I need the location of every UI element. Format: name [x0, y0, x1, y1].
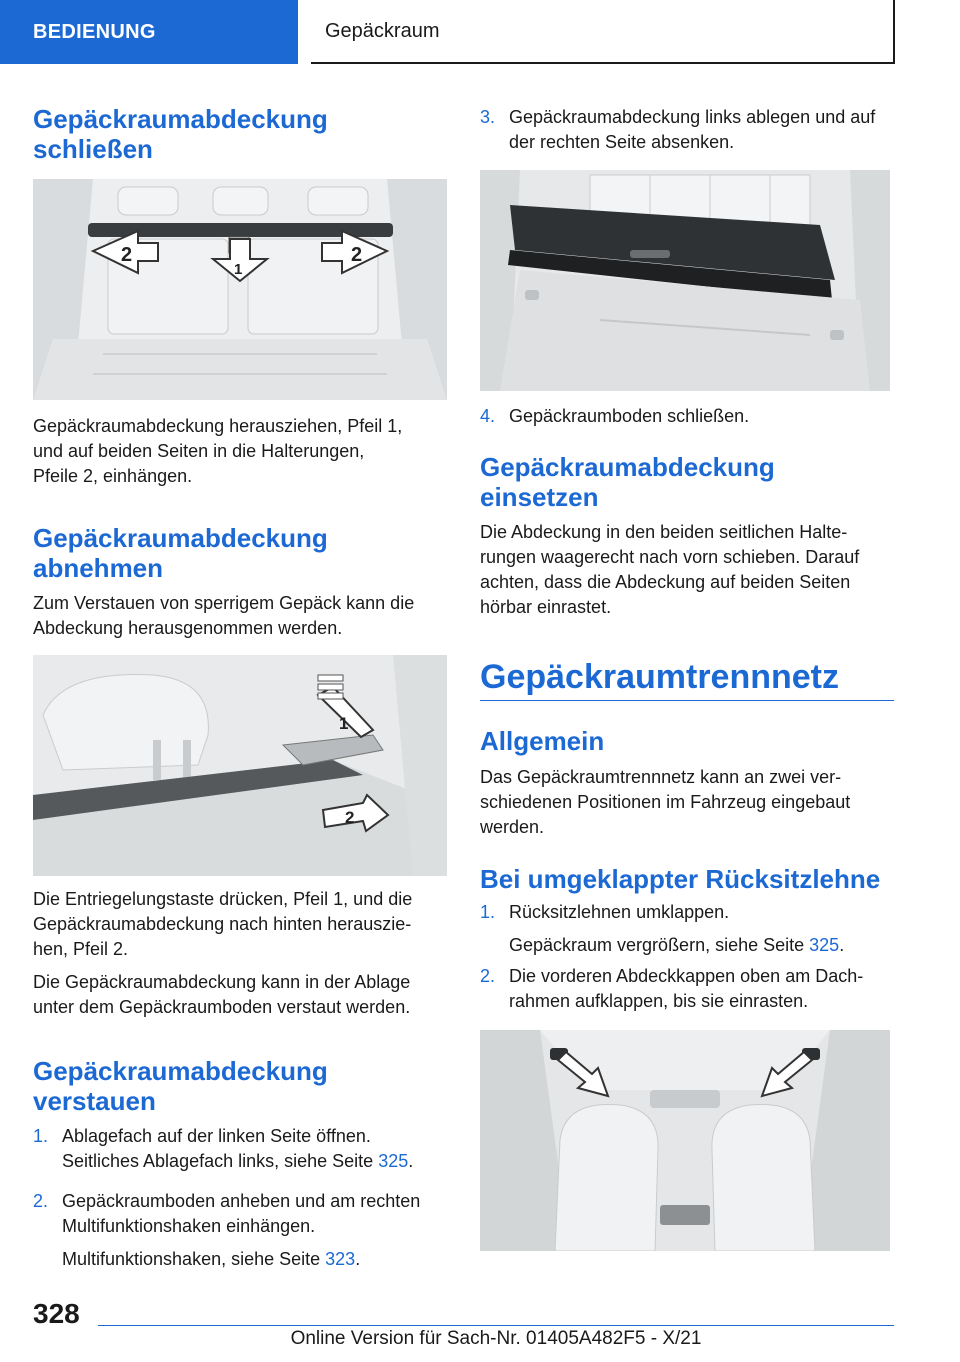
- step-stow-3: 3. Gepäckraumabdeckung links ablegen und auf der rechten Seite absenken.: [480, 107, 876, 152]
- page-number: 328: [33, 1298, 80, 1329]
- text-cover-remove-storage: Die Gepäckraumabdeckung kann in der Ablage unter dem Gepäckraumboden verstaut werden.: [33, 972, 411, 1017]
- section-title: Gepäckraum: [311, 0, 895, 64]
- text-general: Das Gepäckraumtrennnetz kann an zwei ver‐ schiedenen Positionen im Fahrzeug eingebaut werden.: [480, 767, 851, 837]
- figure-label-2-left: 2: [121, 244, 133, 266]
- heading-folded-seat: Bei umgeklappter Rücksitzlehne: [480, 864, 881, 894]
- figure-net-caps: [480, 1030, 890, 1251]
- heading-cover-insert: Gepäckraumabdeckung einsetzen: [480, 452, 775, 512]
- chapter-title-net: Gepäckraumtrennnetz: [480, 658, 839, 696]
- step-stow-1: 1. Ablagefach auf der linken Seite öffnen. Seitliches Ablagefach links, siehe Seite 325.: [33, 1126, 414, 1171]
- figure-label-2-right: 2: [351, 244, 363, 266]
- step-stow-4: 4. Gepäckraumboden schließen.: [480, 406, 750, 426]
- text-cover-insert: Die Abdeckung in den beiden seitlichen Halte‐ rungen waagerecht nach vorn schieben. Darauf achten, dass die Abdeckung auf beiden Seiten hörbar einrastet.: [480, 522, 860, 617]
- heading-cover-remove: Gepäckraumabdeckung abnehmen: [33, 523, 328, 583]
- heading-general: Allgemein: [480, 726, 605, 756]
- footer-version-text: Online Version für Sach-Nr. 01405A482F5 - X/21: [290, 1328, 702, 1349]
- page-link-325[interactable]: 325: [378, 1151, 409, 1171]
- page-link-323[interactable]: 323: [325, 1249, 356, 1269]
- text-cover-close: Gepäckraumabdeckung herausziehen, Pfeil 1, und auf beiden Seiten in die Halterungen, Pfeile 2, einhängen.: [33, 416, 403, 486]
- figure2-label-2: 2: [345, 808, 355, 827]
- figure-label-1: 1: [234, 261, 243, 278]
- figure-cover-stow: [480, 170, 890, 391]
- figure2-label-1: 1: [339, 714, 349, 733]
- page-link-325-b[interactable]: 325: [809, 935, 840, 955]
- figure-cover-remove: [33, 655, 447, 876]
- text-cover-remove-step: Die Entriegelungstaste drücken, Pfeil 1, und die Gepäckraumabdeckung nach hinten herauszie‐ hen, Pfeil 2.: [33, 889, 413, 959]
- step-stow-2: 2. Gepäckraumboden anheben und am rechten Multifunktionshaken einhängen. Multifunktionshaken, siehe Seite 323.: [33, 1191, 421, 1269]
- figure-cover-close: [33, 179, 447, 400]
- chapter-rule: [480, 700, 894, 701]
- heading-cover-stow: Gepäckraumabdeckung verstauen: [33, 1056, 328, 1116]
- step-net-1: 1. Rücksitzlehnen umklappen. Gepäckraum vergrößern, siehe Seite 325.: [480, 902, 845, 955]
- heading-cover-close: Gepäckraumabdeckung schließen: [33, 104, 328, 164]
- text-cover-remove-intro: Zum Verstauen von sperrigem Gepäck kann die Abdeckung herausgenommen werden.: [33, 593, 415, 638]
- step-net-2: 2. Die vorderen Abdeckkappen oben am Dach‐ rahmen aufklappen, bis sie einrasten.: [480, 966, 864, 1011]
- chapter-tab[interactable]: BEDIENUNG: [0, 0, 298, 64]
- footer-rule: [98, 1325, 894, 1326]
